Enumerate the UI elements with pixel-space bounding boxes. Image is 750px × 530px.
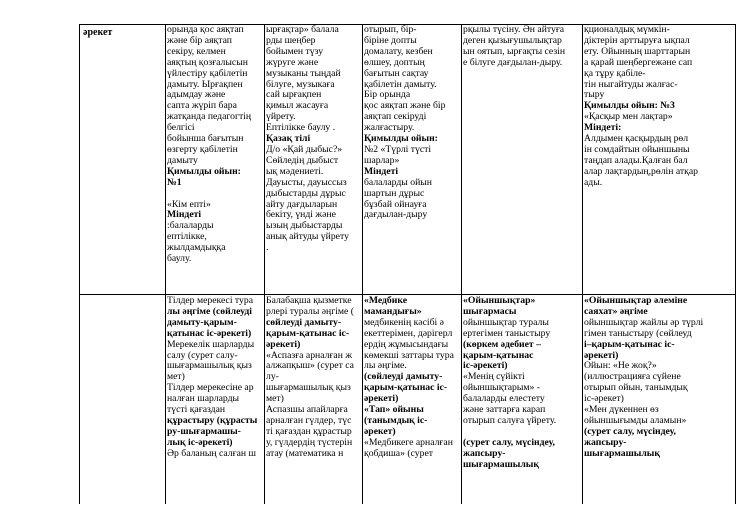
text-line: Қимылды ойын: xyxy=(167,165,241,177)
text-line: тін ныгайтуды жалғас- xyxy=(584,78,678,90)
text-line: қа тұру қабіле- xyxy=(584,67,646,79)
text-line: Қазақ тілі xyxy=(266,133,311,145)
text-line: дамыту. Ырғақпен xyxy=(167,78,243,90)
text-line: жүруге және xyxy=(266,56,319,68)
text-line: Міндеті xyxy=(364,165,399,177)
text-line: (сурет салу, мүсіндеу, xyxy=(584,425,676,437)
text-line: «Қасқыр мен лақтар» xyxy=(584,111,673,123)
text-line: алар лақтардың,рөлін атқар xyxy=(584,165,698,177)
text-line: музыканы тыңдай xyxy=(266,67,341,79)
text-line: ету. Ойынның шарттарын xyxy=(584,45,691,57)
text-line: Дауысты, дауыссыз xyxy=(266,176,347,188)
text-line: іс-әрекет) xyxy=(584,393,624,405)
text-line: діктерін арттыруға ықпал xyxy=(584,34,690,46)
text-line: ызың дыбыстарды xyxy=(266,220,343,232)
text-line: ойыншықтарым» - xyxy=(463,382,541,394)
text-line: Ептілікке баулу . xyxy=(266,122,336,134)
text-line: қарым-қатынас іс- xyxy=(266,327,350,339)
text-line: і–қарым-қатынас іс- xyxy=(584,338,675,350)
text-line: қос аяқтап және бір xyxy=(364,100,446,112)
text-line: (сөйлеуді дамыту- xyxy=(364,371,443,383)
text-line: Тілдер мерекесі тура xyxy=(167,296,254,306)
text-line: лық іс-әрекеті) xyxy=(167,436,233,448)
text-line: шығармашылық xyxy=(584,447,660,459)
text-line: шартын дұрыс xyxy=(364,187,425,199)
text-line: (танымдық іс- xyxy=(364,414,428,426)
text-line: жапсыру- xyxy=(584,436,627,448)
text-line: үйлестіру қабілетін xyxy=(167,67,248,79)
row1-col1-cell xyxy=(167,25,263,293)
text-line: анық айтуды үйрету xyxy=(266,231,349,243)
text-line: Әр баланың салған ш xyxy=(167,447,256,459)
text-line: рқылы түсіну. Ән айтуға xyxy=(463,25,565,35)
text-line: жылдамдыққа xyxy=(167,242,226,254)
text-line: ін сомдайтын ойыншыны xyxy=(584,143,690,155)
text-line: мет) xyxy=(266,393,284,405)
text-line: налған шарларды xyxy=(167,393,240,405)
text-line: балаларды елестету xyxy=(463,393,545,405)
text-line: (иллюстрацияға сүйене xyxy=(584,371,681,383)
text-line: қарым-қатынас іс- xyxy=(364,382,448,394)
text-line: Тілдер мерекесіне ар xyxy=(167,382,254,394)
text-line: медбикенің кәсібі ә xyxy=(364,316,444,328)
text-line: қатынас іс-әрекеті) xyxy=(167,327,252,339)
text-line: отырып ойын, танымдық xyxy=(584,382,688,394)
text-line: Қимылды ойын: №3 xyxy=(584,100,675,112)
text-line: Д/о «Қай дыбыс?» xyxy=(266,143,343,155)
text-line: сөйлеуді дамыту- xyxy=(266,316,342,328)
text-line: ердің жұмысындағы xyxy=(364,338,449,350)
text-line: «Ойыншықтар» xyxy=(463,296,536,306)
text-line: шығармасы xyxy=(463,305,517,317)
text-line: іс-әрекеті) xyxy=(463,360,508,372)
text-line: «Мен дүкеннен өз xyxy=(584,404,659,416)
text-line: аяқтың қозғалысын xyxy=(167,56,248,68)
text-line: шығармашылық xyxy=(463,458,539,470)
text-line: білуге, музыкаға xyxy=(266,78,335,90)
text-line: ертегімен таныстыру xyxy=(463,327,551,339)
text-line: Міндеті: xyxy=(584,122,622,134)
text-line: гімен таныстыру (сөйлеуд xyxy=(584,327,692,339)
text-line: көмекші заттары тура xyxy=(364,349,454,361)
text-line: отырып, бір- xyxy=(364,25,417,35)
text-line: Бір орында xyxy=(364,89,411,101)
text-line: қарым-қатынас xyxy=(463,349,534,361)
text-line: мамандығы» xyxy=(364,305,422,317)
text-line: а қарай шеңбергежәне сап xyxy=(584,56,693,68)
text-line: лы әңгіме. xyxy=(364,360,407,372)
text-line: рды шеңбер xyxy=(266,34,316,46)
text-line: ық мәдениеті. xyxy=(266,165,324,177)
text-line: жалғастыру. xyxy=(364,122,415,134)
text-line: отырып салуға үйрету. xyxy=(463,414,557,426)
text-line: деген қызығушылықтар xyxy=(463,34,562,46)
text-line: белгісі xyxy=(167,122,195,134)
row2-col4-cell xyxy=(463,296,581,504)
text-line: бұзбай ойнауға xyxy=(364,198,427,210)
text-line: бойымен түзу xyxy=(266,45,324,57)
text-line: дамыту-қарым- xyxy=(167,316,237,328)
text-line: секіру, келмен xyxy=(167,45,226,57)
text-line: ойыншықтар туралы xyxy=(463,316,549,328)
text-line: әрекеті) xyxy=(584,349,619,361)
text-line: екеттерімен, дәрігерл xyxy=(364,327,453,339)
text-line: ын оятып, ырғақты сезін xyxy=(463,45,566,57)
text-line: әрекеті) xyxy=(364,393,399,405)
text-line: ырғақтар» балала xyxy=(266,25,339,35)
row1-col3-cell xyxy=(364,25,460,293)
text-line: :балаларды xyxy=(167,220,214,232)
text-line: сапта жүріп бара xyxy=(167,100,237,112)
text-line: сай ырғақпен xyxy=(266,89,322,101)
row2-col1-cell xyxy=(167,296,263,504)
text-line: құрастыру (құрасты xyxy=(167,414,258,426)
text-line: өзгерту қабілетін xyxy=(167,143,238,155)
text-line: дыбыстарды дұрыс xyxy=(266,187,346,199)
text-line: . xyxy=(266,242,269,254)
text-line: таңдап алады.Қалған бал xyxy=(584,154,688,166)
text-line: және заттарға карап xyxy=(463,404,546,416)
text-line: ады. xyxy=(584,176,603,188)
text-line: шығармашылық қыз xyxy=(167,360,252,372)
text-line: балаларды ойын xyxy=(364,176,432,188)
text-line: және бір аяқтап xyxy=(167,34,232,46)
text-line: түсті қағаздан xyxy=(167,404,226,416)
text-line: ойыншықтар жайлы әр түрлі xyxy=(584,316,704,328)
text-line: баулу. xyxy=(167,253,192,265)
text-line: Мерекелік шарларды xyxy=(167,338,255,350)
text-line: «Ойыншықтар әлеміне xyxy=(584,296,688,306)
text-line: рлері туралы әңгіме ( xyxy=(266,305,354,317)
text-line: адымдау және xyxy=(167,89,226,101)
row1-col2-cell xyxy=(266,25,361,293)
text-line: Алдымен қасқырдың рөл xyxy=(584,133,689,145)
text-line: Міндеті xyxy=(167,209,202,221)
text-line: е білуге дағдылан-дыру. xyxy=(463,56,563,68)
text-line: лу- xyxy=(266,371,279,383)
text-line: «Аспазға арналған ж xyxy=(266,349,353,361)
text-line: мет) xyxy=(167,371,185,383)
row2-col3-cell xyxy=(364,296,460,504)
text-line: қобдиша» (сурет xyxy=(364,447,433,459)
text-line: тыру xyxy=(584,89,605,101)
text-line: (көркем әдебиет – xyxy=(463,338,541,350)
text-line: алжапқыш» (сурет са xyxy=(266,360,354,372)
row1-col5-cell xyxy=(584,25,734,293)
text-line: «Медбике xyxy=(364,296,407,306)
text-line: атау (математика н xyxy=(266,447,344,459)
text-line: біріне допты xyxy=(364,34,417,46)
text-line: аяқтап секіруді xyxy=(364,111,427,123)
text-line: «Менің сүйікті xyxy=(463,371,525,383)
text-line: шарлар» xyxy=(364,154,400,166)
text-line: Аспазшы апайларға xyxy=(266,404,348,416)
text-line: дағдылан-дыру xyxy=(364,209,428,221)
text-line: қционалдық мүмкін- xyxy=(584,25,670,35)
text-line: Қимылды ойын: xyxy=(364,133,438,145)
text-line: «Кім епті» xyxy=(167,198,211,210)
text-line: домалату, кезбен xyxy=(364,45,433,57)
text-line: әрекет) xyxy=(364,425,396,437)
text-line: бекіту, үнді және xyxy=(266,209,336,221)
text-line: ептілікке, xyxy=(167,231,207,243)
text-line: қимыл жасауға xyxy=(266,100,329,112)
row2-col2-cell xyxy=(266,296,361,504)
text-line: у, гүлдердің түстерін xyxy=(266,436,353,448)
text-line: бағытын сақтау xyxy=(364,67,429,79)
text-line: №2 «Түрлі түсті xyxy=(364,143,432,155)
text-line: үйрету. xyxy=(266,111,296,123)
text-line: шығармашылық қыз xyxy=(266,382,351,394)
text-line: айту дағдыларын xyxy=(266,198,338,210)
row1-col4-cell xyxy=(463,25,581,293)
text-line: орында қос аяқтап xyxy=(167,25,244,35)
row2-col5-cell xyxy=(584,296,734,504)
text-line: ойыншығымды аламын» xyxy=(584,414,687,426)
schedule-table xyxy=(79,24,736,504)
text-line: №1 xyxy=(167,176,182,188)
text-line: Ойын: «Не жоқ?» xyxy=(584,360,657,372)
text-line: ті қағаздан құрастыр xyxy=(266,425,352,437)
text-line: Балабақша қызметке xyxy=(266,296,352,306)
text-line: «Медбикеге арналған xyxy=(364,436,453,448)
text-line: салу (сурет салу- xyxy=(167,349,238,361)
text-line: жапсыру- xyxy=(463,447,506,459)
text-line: қабілетін дамыту. xyxy=(364,78,437,90)
row-label: әрекет xyxy=(83,28,113,38)
text-line: жатқанда педагогтің xyxy=(167,111,252,123)
text-line: дамыту xyxy=(167,154,198,166)
text-line: бойынша бағытын xyxy=(167,133,244,145)
text-line: «Тап» ойыны xyxy=(364,404,424,416)
text-line: өлшеу, доптың xyxy=(364,56,425,68)
text-line: ру-шығармашы- xyxy=(167,425,241,437)
text-line: (сурет салу, мүсіндеу, xyxy=(463,436,555,448)
text-line: саяхат» әңгіме xyxy=(584,305,648,317)
text-line xyxy=(167,189,263,200)
text-line: лы әңгіме (сөйлеуді xyxy=(167,305,252,317)
text-line: әрекеті) xyxy=(266,338,301,350)
text-line: Сөйледің дыбыст xyxy=(266,154,339,166)
text-line: арналған гүлдер, түс xyxy=(266,414,352,426)
